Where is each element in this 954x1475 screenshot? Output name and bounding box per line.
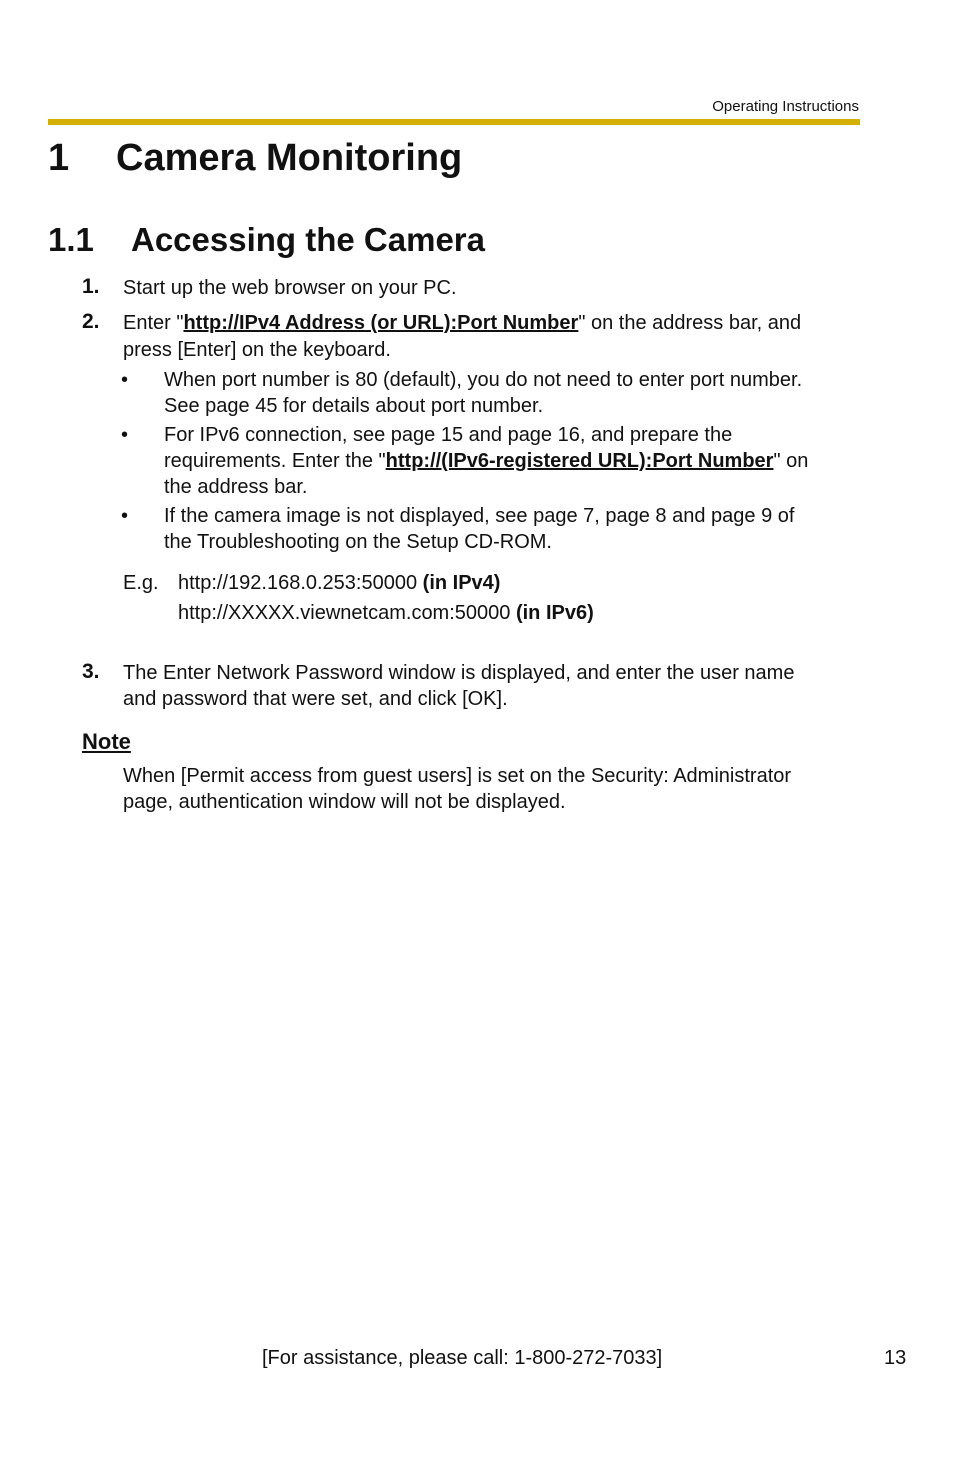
bullet-marker: • [121,369,129,391]
step-number: 1. [82,275,100,298]
text-line: When [Permit access from guest users] is set on the Security: Administrator [123,765,792,787]
bullet-text [164,367,802,419]
example-ipv4 [178,570,500,596]
step-text: Start up the web browser on your PC. [123,277,457,299]
step-number: 2. [82,310,100,333]
chapter-heading [48,137,462,180]
chapter-number: 1 [48,137,70,179]
ipv4-url-format-link: http://IPv4 Address (or URL):Port Number [183,312,579,334]
example-url: http://XXXXX.viewnetcam.com:50000 [178,602,511,624]
text-line: the Troubleshooting on the Setup CD-ROM. [164,531,552,553]
page-number: 13 [884,1347,907,1369]
text-line: the address bar. [164,476,308,498]
note-text [123,763,791,815]
text-line: If the camera image is not displayed, see page 7, page 8 and page 9 of [164,505,795,527]
example-tag: (in IPv4) [422,572,501,594]
bullet-marker: • [121,424,129,446]
example-ipv6 [178,600,594,626]
bullet-text [164,503,794,555]
text-line: page, authentication window will not be displayed. [123,791,566,813]
section-heading [48,221,485,259]
text-line: and password that were set, and click [OK]. [123,688,508,710]
bullet-marker: • [121,505,129,527]
text-line: See page 45 for details about port number. [164,395,544,417]
step-text: press [Enter] on the keyboard. [123,339,391,361]
step-number: 3. [82,660,100,683]
text-line: For IPv6 connection, see page 15 and page 16, and prepare the [164,424,733,446]
step-text [123,660,794,712]
text-line [164,448,808,474]
section-title: Accessing the Camera [131,221,485,258]
text-fragment: requirements. Enter the " [164,450,386,472]
text-line: When port number is 80 (default), you do not need to enter port number. [164,369,803,391]
text-fragment: " on [773,450,809,472]
note-title: Note [82,729,131,754]
example-label: E.g. [123,572,159,594]
ipv6-url-format-link: http://(IPv6-registered URL):Port Number [385,450,774,472]
chapter-title: Camera Monitoring [116,137,463,179]
text-fragment: " on the address bar, and [578,312,802,334]
bullet-text [164,422,808,500]
example-tag: (in IPv6) [515,602,594,624]
footer-assistance: [For assistance, please call: 1-800-272-7033] [262,1347,663,1369]
section-number: 1.1 [48,221,94,258]
header-rule [48,119,860,125]
text-line: The Enter Network Password window is displayed, and enter the user name [123,662,795,684]
text-fragment: Enter " [123,312,184,334]
example-url: http://192.168.0.253:50000 [178,572,418,594]
header-label: Operating Instructions [712,98,859,115]
step-text [123,310,801,336]
